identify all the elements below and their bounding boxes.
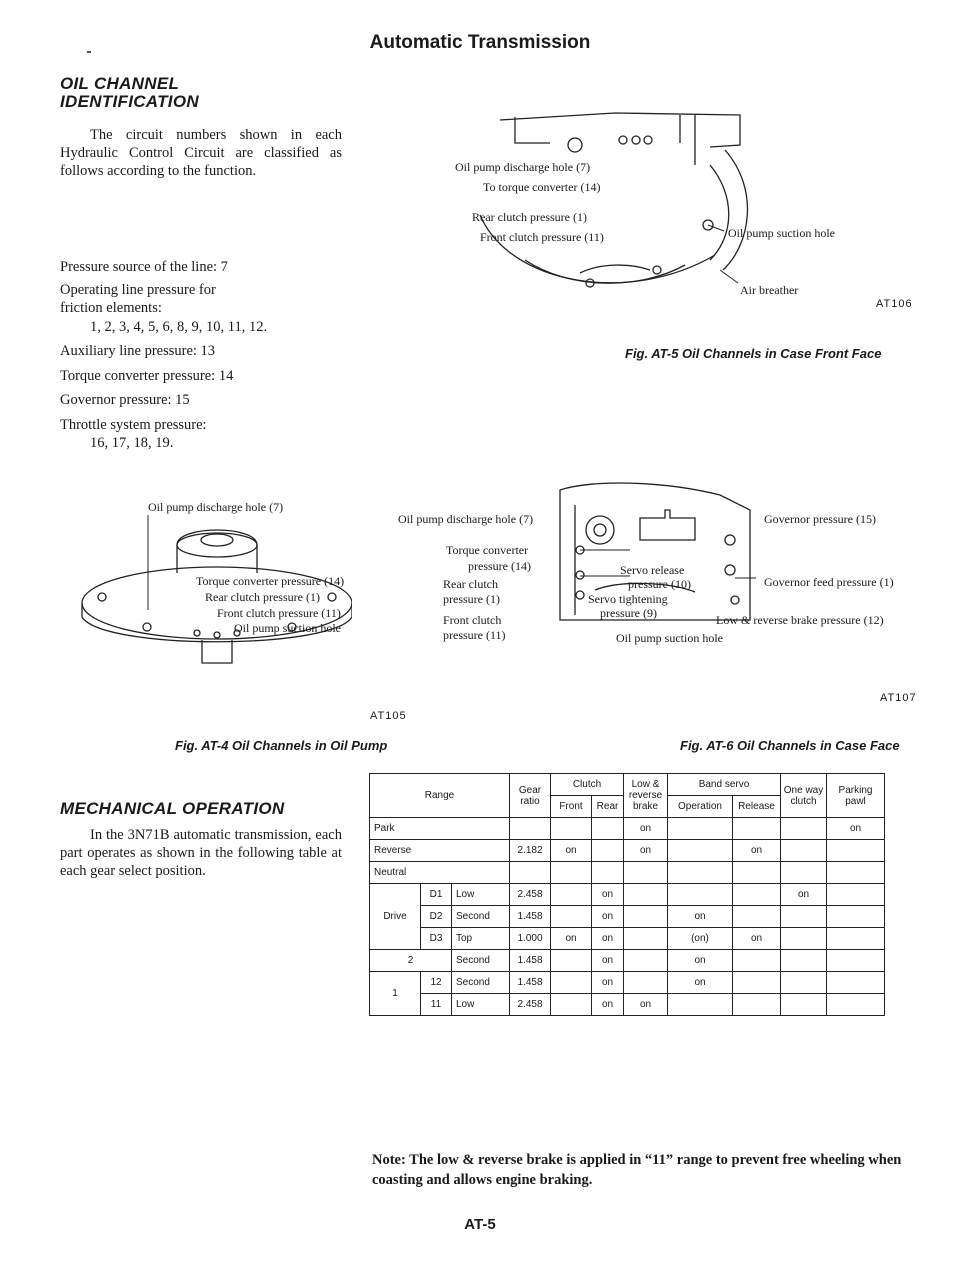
header-low-reverse: Low & reverse brake — [624, 774, 668, 818]
fig5-label: Oil pump discharge hole (7) — [455, 160, 591, 174]
pressure-item: Auxiliary line pressure: 13 — [60, 343, 216, 359]
header-gear-ratio: Gear ratio — [510, 774, 551, 818]
fig6-label: pressure (10) — [628, 577, 691, 591]
fig5-code: AT106 — [876, 298, 913, 310]
fig6-label: Governor feed pressure (1) — [764, 575, 894, 589]
fig6-label: Servo release — [620, 563, 685, 577]
header-clutch: Clutch — [551, 774, 624, 796]
fig5-label: To torque converter (14) — [483, 180, 601, 194]
fig4-label: Torque converter pressure (14) — [196, 574, 345, 588]
table-row: 11 Low 2.458 on on — [370, 994, 885, 1016]
pressure-item: Governor pressure: 15 — [60, 392, 190, 408]
pressure-list — [60, 258, 350, 453]
fig4-label: Oil pump discharge hole (7) — [148, 500, 284, 514]
fig6-label: pressure (11) — [443, 628, 506, 642]
oil-channel-intro: The circuit numbers shown in each Hydraulic Control Circuit are classified as follows according to the function. — [60, 127, 342, 179]
header-front: Front — [551, 796, 592, 818]
header-band-servo: Band servo — [668, 774, 781, 796]
table-row: D2 Second 1.458 on on — [370, 906, 885, 928]
fig6-label: Low & reverse brake pressure (12) — [716, 613, 884, 627]
table-row: Neutral — [370, 862, 885, 884]
pressure-item: Torque converter pressure: 14 — [60, 367, 234, 384]
fig6-label: Oil pump discharge hole (7) — [398, 512, 534, 526]
mechanical-text: In the 3N71B automatic transmission, each part operates as shown in the following table at each gear select position. — [60, 827, 342, 879]
fig4-code: AT105 — [370, 710, 407, 722]
oil-channel-title-line1: OIL CHANNEL — [60, 74, 180, 93]
table-header-row — [370, 774, 885, 796]
fig4-caption: Fig. AT-4 Oil Channels in Oil Pump — [175, 738, 388, 753]
page-number: AT-5 — [464, 1216, 496, 1233]
oil-channel-title — [60, 75, 199, 111]
table-row: Drive D1 Low 2.458 on on — [370, 884, 885, 906]
fig6-label: Torque converter — [446, 543, 529, 557]
table-row: Reverse 2.182 on on on — [370, 840, 885, 862]
fig-at5-drawing — [440, 105, 780, 305]
fig6-label: pressure (14) — [468, 559, 531, 573]
pressure-item-value: 1, 2, 3, 4, 5, 6, 8, 9, 10, 11, 12. — [90, 318, 268, 335]
fig4-label: Oil pump suction hole — [234, 621, 341, 635]
fig6-label: Governor pressure (15) — [764, 512, 876, 526]
header-mark — [87, 51, 91, 53]
fig5-label: Air breather — [740, 283, 799, 297]
pressure-item: Throttle system pressure: — [60, 416, 207, 433]
fig5-caption: Fig. AT-5 Oil Channels in Case Front Face — [625, 346, 882, 361]
mechanical-title: MECHANICAL OPERATION — [60, 799, 285, 818]
fig6-label: Oil pump suction hole — [616, 631, 723, 645]
fig6-label: Servo tightening — [588, 592, 668, 606]
table-row: Park on on — [370, 818, 885, 840]
fig5-label: Oil pump suction hole — [728, 226, 835, 240]
table-row: 1 12 Second 1.458 on on — [370, 972, 885, 994]
fig6-label: Front clutch — [443, 613, 502, 627]
header-rear: Rear — [592, 796, 624, 818]
oil-channel-title-line2: IDENTIFICATION — [60, 92, 199, 111]
fig5-label: Rear clutch pressure (1) — [472, 210, 587, 224]
header-parking: Parking pawl — [827, 774, 885, 818]
operation-table — [369, 773, 885, 1016]
footnote: Note: The low & reverse brake is applied in “11” range to prevent free wheeling when coasting and allows engine braking. — [372, 1152, 902, 1188]
header-release: Release — [733, 796, 781, 818]
header-operation: Operation — [668, 796, 733, 818]
fig5-label: Front clutch pressure (11) — [480, 230, 604, 244]
fig4-label: Front clutch pressure (11) — [217, 606, 341, 620]
fig6-label: Rear clutch — [443, 577, 498, 591]
fig6-caption: Fig. AT-6 Oil Channels in Case Face — [680, 738, 900, 753]
pressure-item: Operating line pressure for friction elements: — [60, 281, 216, 316]
header-one-way: One way clutch — [781, 774, 827, 818]
header-range: Range — [370, 774, 510, 818]
fig6-label: pressure (9) — [600, 606, 657, 620]
table-row: D3 Top 1.000 on on (on) on — [370, 928, 885, 950]
page-header: Automatic Transmission — [369, 32, 591, 53]
table-row: 2 Second 1.458 on on — [370, 950, 885, 972]
pressure-item: Pressure source of the line: 7 — [60, 259, 228, 275]
fig6-code: AT107 — [880, 692, 917, 704]
fig4-label: Rear clutch pressure (1) — [205, 590, 320, 604]
fig6-label: pressure (1) — [443, 592, 500, 606]
pressure-item-value: 16, 17, 18, 19. — [90, 435, 174, 451]
